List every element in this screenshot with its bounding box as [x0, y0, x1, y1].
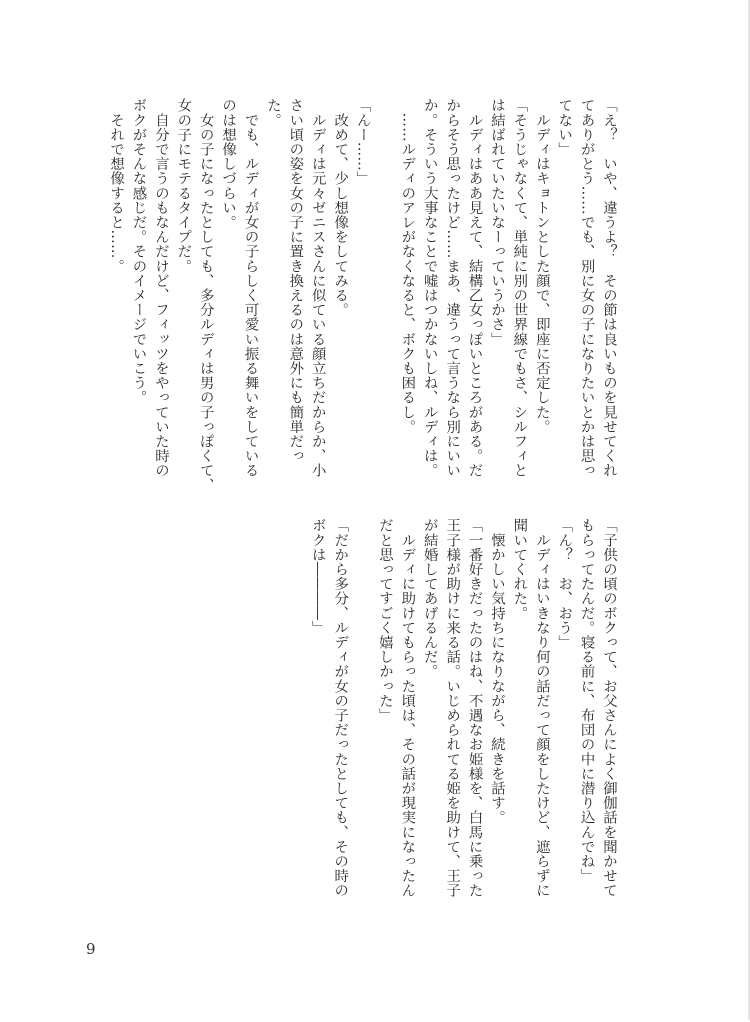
text-line: [351, 518, 373, 904]
text-line: 自分で言うのもなんだけど、フィッツをやっていた時の: [152, 98, 169, 478]
text-line: 「だから多分、ルディが女の子だったとしても、その時の: [332, 518, 349, 898]
text-line: 改めて、少し想像をしてみる。: [332, 98, 349, 317]
text-line: ルディはいきなり何の話だって顔をしたけど、遮らずに: [533, 518, 550, 898]
text-line: 「んー……」: [354, 98, 371, 186]
text-line: 「そうじゃなくて、単純に別の世界線でもさ、シルフィと: [511, 98, 528, 478]
lower-text-tier: [306, 518, 620, 904]
text-line: のは想像しづらい。: [220, 98, 237, 230]
text-line: 「ん？ お、おう」: [556, 518, 573, 650]
text-line: 女の子にモテるタイプだ。: [175, 98, 192, 274]
page-number: 9: [86, 940, 96, 958]
text-line: でも、ルディが女の子らしく可愛い振る舞いをしている: [242, 98, 259, 478]
text-line: ルディに助けてもらった頃は、その話が現実になったん: [399, 518, 416, 898]
text-line: 「一番好きだったのはね、不遇なお姫様を、白馬に乗った: [466, 518, 483, 898]
text-line: が結婚してあげるんだ。: [421, 518, 438, 679]
text-line: 「え？ いや、違うよ？ その節は良いものを見せてくれ: [601, 98, 617, 478]
text-line: ……ルディのアレがなくなると、ボクも困るし。: [399, 98, 416, 434]
text-line: か。そういう大事なことで嘘はつかないしね、ルディは。: [421, 98, 438, 478]
text-line: それで想像すると……。: [108, 98, 125, 274]
text-line: 聞いてくれた。: [511, 518, 528, 621]
text-line: てない」: [556, 98, 573, 157]
text-line: だと思ってすごく嬉しかった」: [376, 518, 393, 723]
text-line: さい頃の姿を女の子に置き換えるのは意外にも簡単だっ: [287, 98, 304, 463]
text-line: 懐かしい気持ちになりながら、続きを話す。: [488, 518, 505, 825]
text-line: 女の子になったとしても、多分ルディは男の子っぽくて、: [197, 98, 214, 493]
text-line: ルディはキョトンとした顔で、即座に否定した。: [533, 98, 550, 434]
text-line: からそう思ったけど……まあ、違うって言うなら別にいい: [444, 98, 461, 478]
text-line: [374, 98, 396, 484]
text-line: 「子供の頃のボクって、お父さんによく御伽話を聞かせて: [601, 518, 617, 898]
text-line: は結ばれていたいなーっていうかさ」: [488, 98, 505, 347]
text-line: ルディは元々ゼニスさんに似ている顔立ちだからか、小: [309, 98, 326, 478]
text-line: もらってたんだ。寝る前に、布団の中に潜り込んでね」: [578, 518, 595, 883]
text-line: 王子様が助けに来る話。いじめられてる姫を助けて、王子: [444, 518, 461, 898]
text-line: ボクがそんな感じだ。そのイメージでいこう。: [130, 98, 147, 405]
text-line: ルディはああ見えて、結構乙女っぽいところがある。だ: [466, 98, 483, 478]
text-line: た。: [264, 98, 281, 128]
text-line: ボクは――――」: [309, 518, 326, 635]
upper-text-tier: [105, 98, 620, 493]
text-line: てありがとう……でも、別に女の子になりたいとかは思っ: [578, 98, 595, 478]
